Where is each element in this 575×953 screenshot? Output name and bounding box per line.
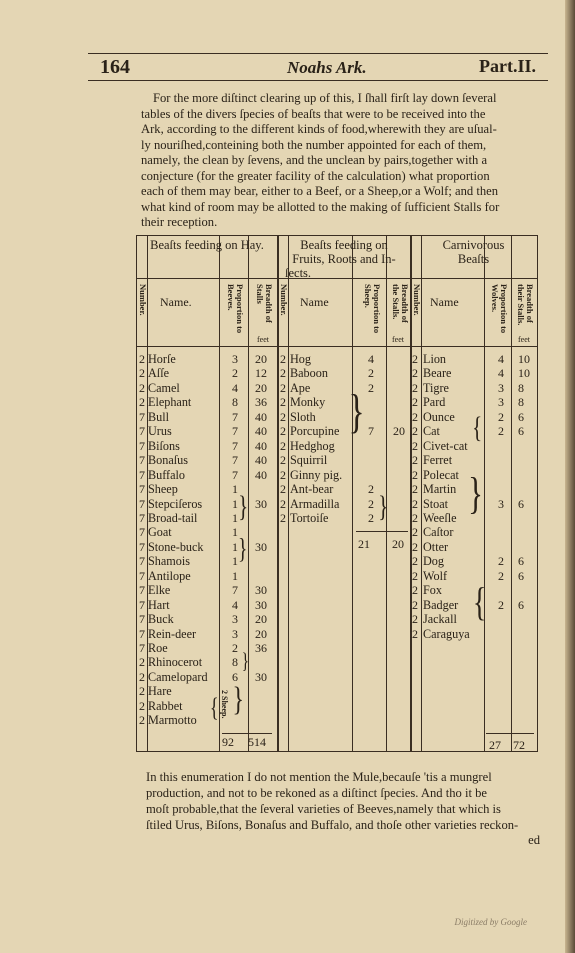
col-header-name: Name xyxy=(300,295,329,309)
row-number: 2 xyxy=(412,453,418,468)
group-title-hay: Beaſts feeding on Hay. xyxy=(150,238,264,252)
row-number: 2 xyxy=(280,482,286,497)
row-number: 2 xyxy=(412,583,418,598)
row-proportion: 1 xyxy=(232,510,238,525)
row-name: Bonaſus xyxy=(148,453,188,468)
row-breadth: 6 xyxy=(518,597,524,612)
total-rule xyxy=(356,531,408,532)
footer-line: In this enumeration I do not mention the Mule,becauſe 'tis a mungrel xyxy=(146,770,492,784)
row-number: 2 xyxy=(412,380,418,395)
column-rule xyxy=(219,235,220,751)
row-number: 2 xyxy=(139,395,145,410)
row-name: Ginny pig. xyxy=(290,467,343,482)
row-number: 7 xyxy=(139,482,145,497)
row-breadth: 30 xyxy=(255,669,267,684)
footer-line: production, and not to be rekoned as a diſtinct ſpecies. And tho it be xyxy=(146,786,488,800)
row-breadth: 20 xyxy=(255,626,267,641)
row-number: 2 xyxy=(412,554,418,569)
row-number: 2 xyxy=(139,713,145,728)
row-name: Aſſe xyxy=(148,366,169,381)
row-name: Camelopard xyxy=(148,669,208,684)
row-number: 2 xyxy=(412,467,418,482)
row-number: 2 xyxy=(139,698,145,713)
row-name: Buck xyxy=(148,612,174,627)
row-number: 2 xyxy=(280,453,286,468)
bracket: } xyxy=(238,490,249,523)
row-breadth: 12 xyxy=(255,366,267,381)
row-breadth: 6 xyxy=(518,409,524,424)
row-name: Hart xyxy=(148,597,170,612)
row-number: 7 xyxy=(139,583,145,598)
row-proportion: 2 xyxy=(368,380,374,395)
digitization-watermark: Digitized by Google xyxy=(454,917,527,927)
row-breadth: 30 xyxy=(255,496,267,511)
bracket: } xyxy=(238,534,248,565)
row-number: 2 xyxy=(139,366,145,381)
row-name: Horſe xyxy=(148,352,176,366)
row-breadth: 8 xyxy=(518,395,524,410)
row-number: 7 xyxy=(139,510,145,525)
page-number: 164 xyxy=(100,56,130,78)
row-proportion: 2 xyxy=(498,424,504,439)
bracket: } xyxy=(468,469,483,518)
row-name: Otter xyxy=(423,539,449,554)
total-proportion-hay: 92 xyxy=(222,735,234,749)
row-number: 2 xyxy=(412,482,418,497)
row-breadth: 40 xyxy=(255,424,267,439)
row-name: Caſtor xyxy=(423,525,454,540)
total-proportion-fruits: 21 xyxy=(358,537,370,551)
row-name: Cat xyxy=(423,424,440,439)
intro-line: namely, the clean by ſevens, and the unclean by pairs,together with a xyxy=(141,153,488,167)
bracket-note: 2 Sheep. xyxy=(220,690,229,719)
row-number: 2 xyxy=(139,669,145,684)
row-number: 7 xyxy=(139,424,145,439)
row-proportion: 7 xyxy=(232,424,238,439)
total-breadth-fruits: 20 xyxy=(392,537,404,551)
row-proportion: 2 xyxy=(498,409,504,424)
row-number: 2 xyxy=(412,510,418,525)
header-rule-top xyxy=(88,53,548,54)
row-name: Martin xyxy=(423,482,457,497)
total-breadth-hay: 514 xyxy=(248,735,266,749)
row-name: Camel xyxy=(148,380,180,395)
row-name: Shamois xyxy=(148,554,190,569)
row-name: Rhinocerot xyxy=(148,655,203,670)
column-rule xyxy=(511,235,512,751)
row-number: 7 xyxy=(139,626,145,641)
row-name: Rabbet xyxy=(148,698,183,713)
group-title-carnivorous: Carnivorous Beaſts xyxy=(442,238,505,266)
row-name: Fox xyxy=(423,583,442,598)
row-number: 2 xyxy=(412,597,418,612)
col-header-number: Number. xyxy=(279,284,289,316)
row-breadth: 6 xyxy=(518,496,524,511)
row-proportion: 7 xyxy=(232,438,238,453)
row-number: 7 xyxy=(139,453,145,468)
row-proportion: 7 xyxy=(368,424,374,439)
row-name: Porcupine xyxy=(290,424,340,439)
bracket: { xyxy=(209,693,219,722)
row-breadth: 20 xyxy=(255,352,267,366)
row-number: 2 xyxy=(280,380,286,395)
intro-line: tables of the divers ſpecies of beaſts that were to be received into the xyxy=(141,107,486,121)
row-number: 7 xyxy=(139,568,145,583)
row-number: 2 xyxy=(412,424,418,439)
row-number: 7 xyxy=(139,554,145,569)
row-name: Roe xyxy=(148,641,168,655)
row-proportion: 2 xyxy=(368,510,374,525)
row-name: Broad-tail xyxy=(148,510,198,525)
row-breadth: 30 xyxy=(255,597,267,612)
row-breadth: 30 xyxy=(255,583,267,598)
row-number: 2 xyxy=(139,684,145,699)
col-header-number: Number. xyxy=(138,284,148,316)
row-number: 2 xyxy=(412,496,418,511)
row-proportion: 7 xyxy=(232,583,238,598)
row-number: 7 xyxy=(139,525,145,540)
row-breadth: 20 xyxy=(393,424,405,439)
page-edge xyxy=(565,0,575,953)
row-number: 2 xyxy=(280,496,286,511)
row-name: Badger xyxy=(423,597,459,612)
row-proportion: 4 xyxy=(498,366,504,381)
total-rule xyxy=(486,733,534,734)
footer-line: moſt probable,that the ſeveral varieties of Beeves,namely that which is xyxy=(146,802,501,816)
row-name: Elephant xyxy=(148,395,192,410)
unit-label: feet xyxy=(392,335,404,344)
row-number: 2 xyxy=(412,626,418,641)
intro-line: ly nouriſhed,conteining both the number appointed for each of them, xyxy=(141,138,487,152)
row-breadth: 40 xyxy=(255,453,267,468)
row-proportion: 7 xyxy=(232,467,238,482)
row-number: 2 xyxy=(412,395,418,410)
row-name: Squirril xyxy=(290,453,328,468)
row-proportion: 3 xyxy=(498,380,504,395)
row-number: 2 xyxy=(280,510,286,525)
row-breadth: 8 xyxy=(518,380,524,395)
row-proportion: 3 xyxy=(498,496,504,511)
row-name: Elke xyxy=(148,583,171,598)
row-proportion: 1 xyxy=(232,482,238,497)
row-proportion: 7 xyxy=(232,453,238,468)
col-header-proportion: Proportion to Wolves. xyxy=(490,284,509,334)
row-number: 2 xyxy=(139,655,145,670)
row-name: Polecat xyxy=(423,467,459,482)
bracket: { xyxy=(472,579,487,624)
row-name: Stepciſeros xyxy=(148,496,203,511)
group-title-fruits: Beaſts feeding on Fruits, Roots and In- ſects. xyxy=(285,238,396,280)
intro-line: conjecture (for the greater facility of the calculation) what proportion xyxy=(141,169,490,183)
part-label: Part.II. xyxy=(479,56,536,76)
row-name: Sheep xyxy=(148,482,178,497)
row-proportion: 1 xyxy=(232,554,238,569)
row-number: 2 xyxy=(412,352,418,366)
row-proportion: 3 xyxy=(232,612,238,627)
row-name: Beare xyxy=(423,366,452,381)
running-title: Noahs Ark. xyxy=(287,58,367,77)
row-proportion: 1 xyxy=(232,496,238,511)
row-proportion: 3 xyxy=(498,395,504,410)
row-number: 2 xyxy=(412,409,418,424)
row-proportion: 4 xyxy=(368,352,374,366)
row-name: Lion xyxy=(423,352,447,366)
row-name: Sloth xyxy=(290,409,316,424)
row-number: 7 xyxy=(139,438,145,453)
bracket: } xyxy=(378,490,389,523)
row-proportion: 3 xyxy=(232,626,238,641)
row-number: 7 xyxy=(139,539,145,554)
intro-line: For the more diſtinct clearing up of this, I ſhall firſt lay down ſeveral xyxy=(153,91,497,105)
row-proportion: 4 xyxy=(498,352,504,366)
row-proportion: 8 xyxy=(232,395,238,410)
row-proportion: 2 xyxy=(498,554,504,569)
row-name: Ape xyxy=(290,380,311,395)
header-rule-bottom xyxy=(88,80,548,81)
footer-line: ed xyxy=(528,833,540,847)
footer-line: ſtiled Urus, Biſons, Bonaſus and Buffalo, and thoſe other varieties reckon- xyxy=(146,818,519,832)
row-proportion: 2 xyxy=(368,496,374,511)
row-number: 2 xyxy=(280,467,286,482)
row-name: Hedghog xyxy=(290,438,335,453)
row-number: 7 xyxy=(139,467,145,482)
row-name: Baboon xyxy=(290,366,328,381)
row-number: 7 xyxy=(139,496,145,511)
row-number: 2 xyxy=(280,366,286,381)
column-rule xyxy=(248,235,249,751)
row-name: Ounce xyxy=(423,409,455,424)
row-number: 2 xyxy=(412,525,418,540)
row-name: Tigre xyxy=(423,380,449,395)
col-header-name: Name. xyxy=(160,295,192,309)
row-name: Buffalo xyxy=(148,467,186,482)
row-name: Ant-bear xyxy=(290,482,334,497)
intro-line: what kind of room may be allotted to the making of ſufficient Stalls for xyxy=(141,200,500,214)
row-proportion: 4 xyxy=(232,597,238,612)
row-name: Stoat xyxy=(423,496,449,511)
intro-line: their reception. xyxy=(141,215,218,229)
row-proportion: 8 xyxy=(232,655,238,670)
row-breadth: 40 xyxy=(255,467,267,482)
row-proportion: 6 xyxy=(232,669,238,684)
row-number: 2 xyxy=(412,568,418,583)
row-proportion: 2 xyxy=(232,641,238,655)
row-breadth: 40 xyxy=(255,438,267,453)
col-header-proportion: Proportion to Beeves. xyxy=(226,284,245,334)
row-name: Armadilla xyxy=(290,496,340,511)
total-proportion-carnivorous: 27 xyxy=(489,738,501,752)
row-name: Marmotto xyxy=(148,713,197,728)
row-name: Civet-cat xyxy=(423,438,468,453)
row-proportion: 1 xyxy=(232,539,238,554)
row-proportion: 1 xyxy=(232,568,238,583)
row-number: 7 xyxy=(139,409,145,424)
row-name: Urus xyxy=(148,424,172,439)
col-header-number: Number. xyxy=(412,284,422,316)
row-name: Dog xyxy=(423,554,444,569)
row-number: 2 xyxy=(280,395,286,410)
row-name: Tortoiſe xyxy=(290,510,329,525)
row-breadth: 6 xyxy=(518,424,524,439)
row-breadth: 10 xyxy=(518,352,530,366)
row-proportion: 7 xyxy=(232,409,238,424)
row-name: Bull xyxy=(148,409,169,424)
row-number: 2 xyxy=(412,366,418,381)
row-name: Rein-deer xyxy=(148,626,197,641)
bracket: } xyxy=(348,385,365,438)
row-proportion: 4 xyxy=(232,380,238,395)
row-name: Stone-buck xyxy=(148,539,204,554)
row-breadth: 20 xyxy=(255,612,267,627)
row-name: Ferret xyxy=(423,453,453,468)
row-proportion: 2 xyxy=(368,366,374,381)
row-breadth: 20 xyxy=(255,380,267,395)
row-number: 2 xyxy=(412,612,418,627)
row-proportion: 1 xyxy=(232,525,238,540)
bracket: } xyxy=(241,648,249,673)
unit-label: feet xyxy=(257,335,269,344)
row-proportion: 2 xyxy=(232,366,238,381)
row-name: Weeſle xyxy=(423,510,457,525)
intro-line: Ark, according to the different kinds of food,wherewith they are uſual- xyxy=(141,122,497,136)
row-breadth: 6 xyxy=(518,568,524,583)
intro-line: each of them may bear, either to a Beef, or a Sheep,or a Wolf; and then xyxy=(141,184,499,198)
row-number: 2 xyxy=(139,380,145,395)
row-name: Hog xyxy=(290,352,311,366)
row-proportion: 2 xyxy=(498,597,504,612)
row-name: Caraguya xyxy=(423,626,470,641)
row-number: 2 xyxy=(412,438,418,453)
row-number: 7 xyxy=(139,612,145,627)
row-number: 2 xyxy=(412,539,418,554)
row-proportion: 2 xyxy=(368,482,374,497)
row-breadth: 36 xyxy=(255,641,267,655)
col-header-breadth: Breadth of their Stalls. xyxy=(516,284,535,326)
total-rule xyxy=(222,733,272,734)
row-number: 2 xyxy=(280,409,286,424)
bracket: } xyxy=(232,681,244,718)
row-number: 2 xyxy=(280,352,286,366)
row-name: Goat xyxy=(148,525,172,540)
row-name: Monky xyxy=(290,395,326,410)
column-rule xyxy=(484,235,485,751)
total-breadth-carnivorous: 72 xyxy=(513,738,525,752)
header-rule xyxy=(136,346,537,347)
row-number: 7 xyxy=(139,597,145,612)
row-breadth: 36 xyxy=(255,395,267,410)
col-header-name: Name xyxy=(430,295,459,309)
row-name: Jackall xyxy=(423,612,457,627)
bracket: { xyxy=(472,411,483,444)
row-number: 2 xyxy=(280,438,286,453)
row-name: Wolf xyxy=(423,568,448,583)
row-proportion: 2 xyxy=(498,568,504,583)
row-name: Pard xyxy=(423,395,446,410)
col-header-breadth: Breadth of Stalls xyxy=(255,284,274,323)
row-name: Hare xyxy=(148,684,172,699)
unit-label: feet xyxy=(518,335,530,344)
row-breadth: 30 xyxy=(255,539,267,554)
column-rule xyxy=(352,235,353,751)
row-number: 2 xyxy=(139,352,145,366)
row-name: Biſons xyxy=(148,438,180,453)
col-header-breadth: Breadth of the Stalls. xyxy=(391,284,410,323)
row-breadth: 6 xyxy=(518,554,524,569)
col-header-proportion: Proportion to Sheep. xyxy=(363,284,382,334)
row-number: 7 xyxy=(139,641,145,655)
row-breadth: 40 xyxy=(255,409,267,424)
row-breadth: 10 xyxy=(518,366,530,381)
row-number: 2 xyxy=(280,424,286,439)
row-proportion: 3 xyxy=(232,352,238,366)
row-name: Antilope xyxy=(148,568,191,583)
